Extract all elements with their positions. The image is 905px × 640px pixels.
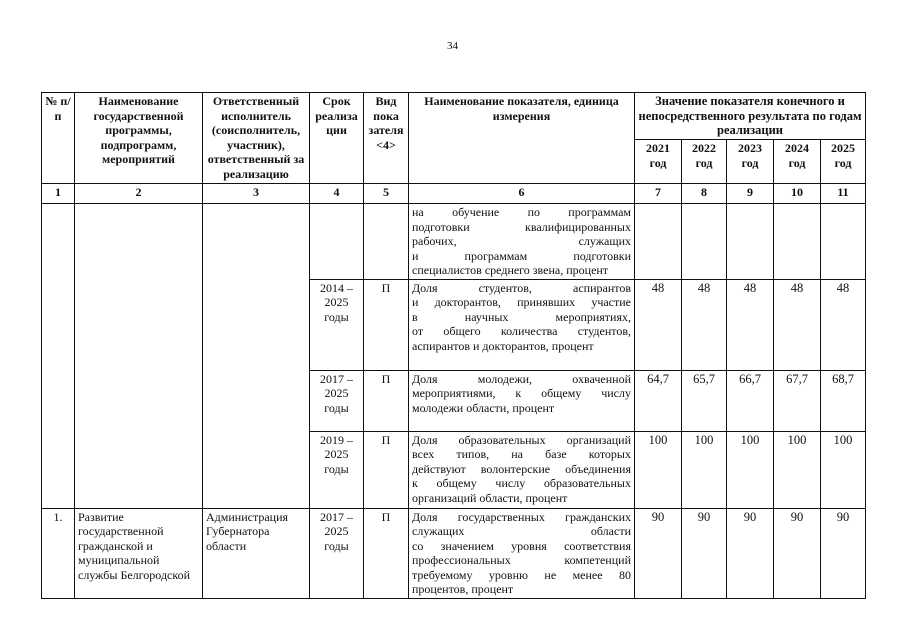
row-value: 48 (635, 279, 682, 370)
indicator-line: Доля студентов, аспирантов (412, 280, 631, 295)
header-year: 2024 год (774, 140, 821, 184)
indicator-line: подготовки квалифицированных (412, 219, 631, 234)
row-num (42, 204, 75, 509)
row-executor (203, 204, 310, 509)
row-type (364, 204, 409, 280)
indicator-line: Доля государственных гражданских (412, 509, 631, 524)
indicator-line: Доля образовательных организаций (412, 432, 631, 447)
header-value-group: Значение показателя конечного и непосредственного результата по годам реализации (635, 93, 866, 140)
indicators-table (41, 92, 866, 599)
row-value: 64,7 (635, 370, 682, 431)
header-year: 2023 год (727, 140, 774, 184)
row-value (727, 204, 774, 280)
row-term: 2019 – 2025 годы (310, 431, 364, 508)
header-year: 2022 год (682, 140, 727, 184)
row-indicator (409, 508, 635, 598)
indicator-line: требуемому уровню не менее 80 (412, 567, 631, 582)
row-type: П (364, 508, 409, 598)
row-term: 2014 – 2025 годы (310, 279, 364, 370)
row-value: 65,7 (682, 370, 727, 431)
header-program: Наименование государственной программы, подпрограмм, мероприятий (75, 93, 203, 184)
row-value: 100 (635, 431, 682, 508)
row-value: 48 (727, 279, 774, 370)
row-indicator (409, 204, 635, 280)
row-value: 48 (774, 279, 821, 370)
row-num: 1. (42, 508, 75, 598)
column-number: 9 (727, 184, 774, 204)
column-number: 1 (42, 184, 75, 204)
row-type: П (364, 370, 409, 431)
row-value: 68,7 (821, 370, 866, 431)
row-value: 48 (821, 279, 866, 370)
row-value: 90 (635, 508, 682, 598)
row-value: 100 (821, 431, 866, 508)
row-value: 48 (682, 279, 727, 370)
column-number: 5 (364, 184, 409, 204)
indicator-line: специалистов среднего звена, процент (412, 263, 609, 277)
row-indicator (409, 370, 635, 431)
row-type: П (364, 431, 409, 508)
indicator-line: аспирантов и докторантов, процент (412, 338, 594, 353)
column-number: 3 (203, 184, 310, 204)
column-number: 10 (774, 184, 821, 204)
table-row (42, 204, 866, 280)
row-type: П (364, 279, 409, 370)
row-value: 90 (682, 508, 727, 598)
row-term: 2017 – 2025 годы (310, 508, 364, 598)
row-value (635, 204, 682, 280)
indicator-line: в научных мероприятиях, (412, 309, 631, 324)
indicator-line: Доля молодежи, охваченной (412, 371, 631, 386)
indicator-line: организаций области, процент (412, 490, 568, 505)
indicator-line: к общему числу образовательных (412, 476, 631, 490)
indicator-line: профессиональных компетенций (412, 553, 631, 567)
column-number: 2 (75, 184, 203, 204)
row-value: 90 (727, 508, 774, 598)
indicator-line: от общего количества студентов, (412, 324, 631, 338)
column-number: 8 (682, 184, 727, 204)
row-term: 2017 – 2025 годы (310, 370, 364, 431)
indicator-line: на обучение по программам (412, 205, 631, 219)
indicator-line: мероприятиями, к общему числу (412, 386, 631, 400)
row-value (682, 204, 727, 280)
indicator-line: со значением уровня соответствия (412, 538, 631, 553)
header-type: Вид пока зателя <4> (364, 93, 409, 184)
row-program: Развитие государственной гражданской и муниципальной службы Белгородской (75, 508, 203, 598)
indicator-line: молодежи области, процент (412, 400, 555, 415)
header-year: 2021 год (635, 140, 682, 184)
row-indicator (409, 279, 635, 370)
row-indicator (409, 431, 635, 508)
row-value: 100 (774, 431, 821, 508)
header-term: Срок реализа ции (310, 93, 364, 184)
row-value: 90 (821, 508, 866, 598)
header-executor: Ответственный исполнитель (соисполнитель, участник), ответственный за реализацию (203, 93, 310, 184)
row-program (75, 204, 203, 509)
row-value: 66,7 (727, 370, 774, 431)
column-number: 7 (635, 184, 682, 204)
row-value: 90 (774, 508, 821, 598)
row-value: 100 (682, 431, 727, 508)
indicator-line: служащих области (412, 524, 631, 538)
header-indicator: Наименование показателя, единица измерения (409, 93, 635, 184)
column-number: 6 (409, 184, 635, 204)
page-number: 34 (447, 40, 458, 52)
column-number: 4 (310, 184, 364, 204)
row-value (821, 204, 866, 280)
row-value: 67,7 (774, 370, 821, 431)
indicator-line: действуют волонтерские объединения (412, 461, 631, 476)
column-number-row (42, 184, 866, 204)
indicator-line: всех типов, на базе которых (412, 447, 631, 461)
table-row (42, 508, 866, 598)
column-number: 11 (821, 184, 866, 204)
indicator-line: рабочих, служащих (412, 234, 631, 248)
row-value (774, 204, 821, 280)
header-num: № п/п (42, 93, 75, 184)
row-term (310, 204, 364, 280)
header-row-1 (42, 93, 866, 140)
indicator-line: и программам подготовки (412, 248, 631, 263)
row-executor: Администрация Губернатора области (203, 508, 310, 598)
row-value: 100 (727, 431, 774, 508)
header-year: 2025 год (821, 140, 866, 184)
indicator-line: и докторантов, принявших участие (412, 295, 631, 309)
indicator-line: процентов, процент (412, 582, 514, 596)
